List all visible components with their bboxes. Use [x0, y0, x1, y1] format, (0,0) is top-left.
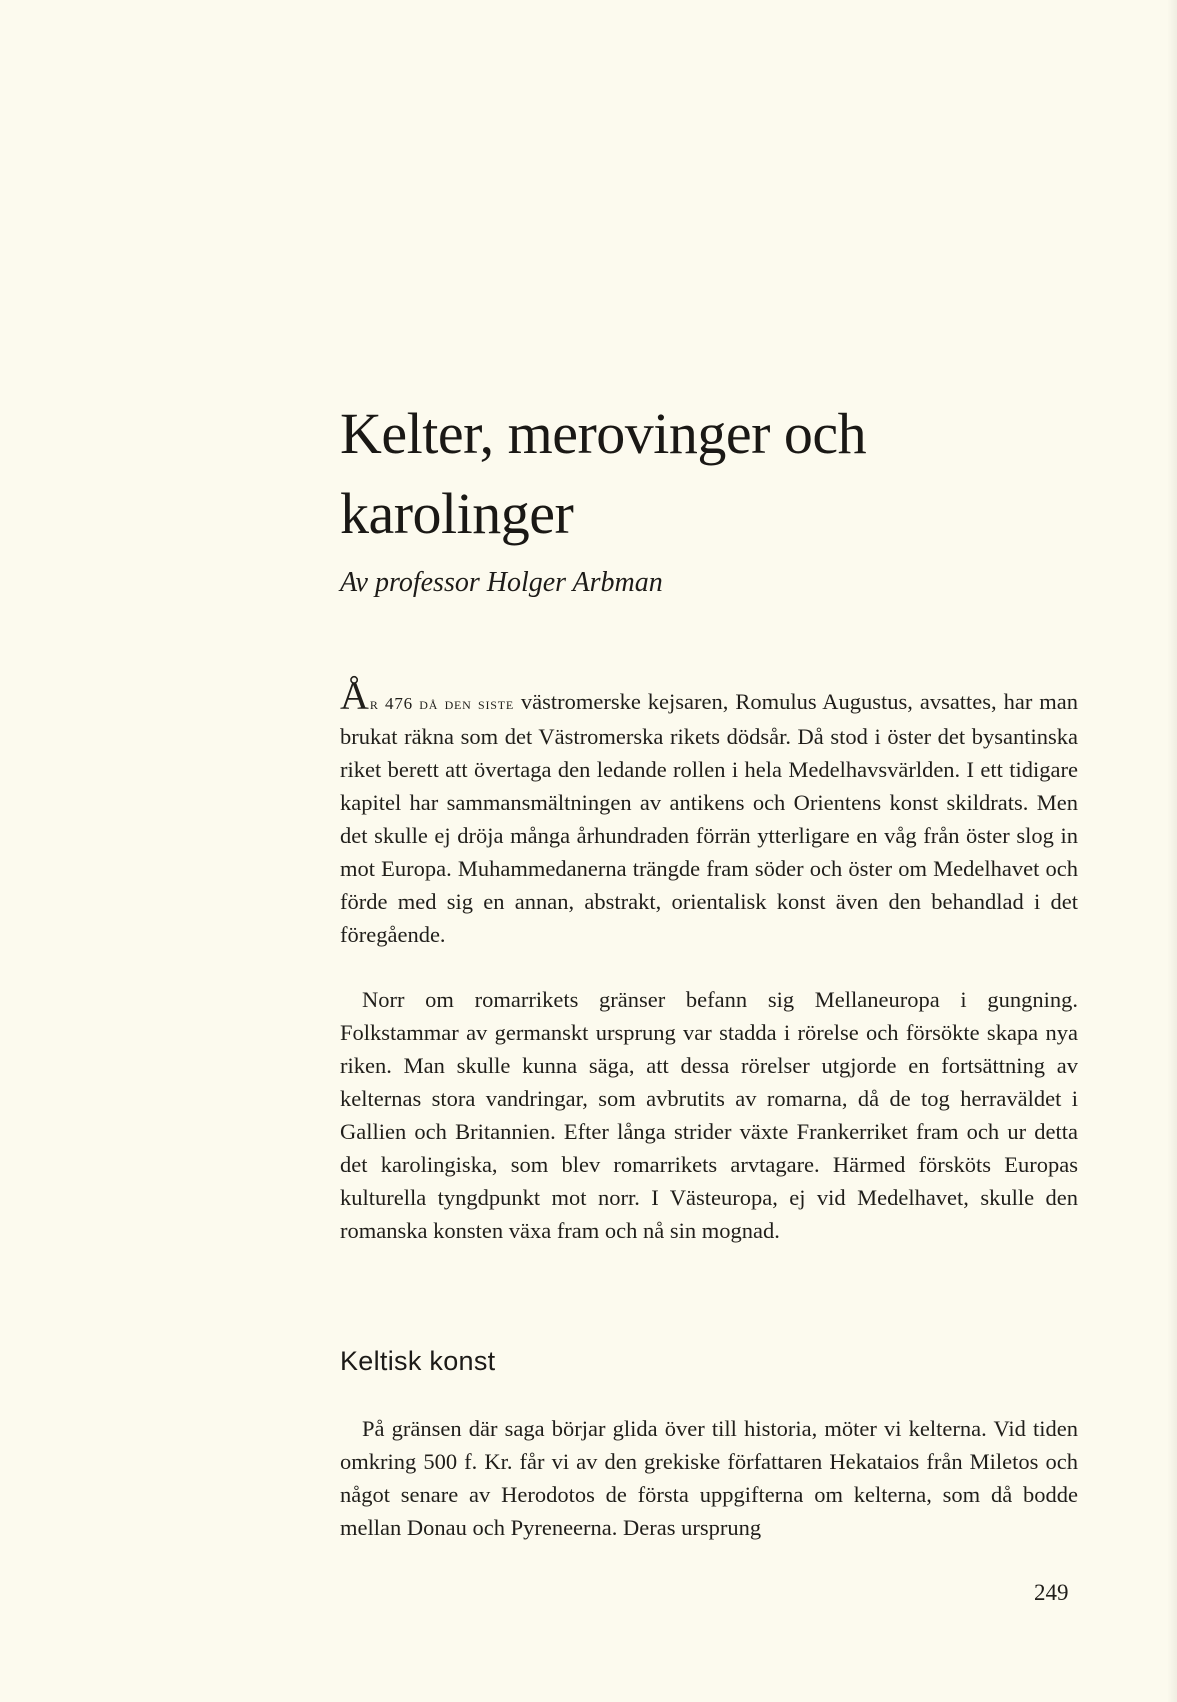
section-heading: Keltisk konst	[340, 1346, 496, 1376]
chapter-title-line-1: Kelter, merovinger och	[340, 401, 867, 466]
drop-cap: Å	[340, 673, 369, 718]
chapter-title	[340, 394, 1100, 554]
author-byline: Av professor Holger Arbman	[340, 567, 663, 598]
chapter-title-line-2: karolinger	[340, 481, 574, 546]
body-paragraph-2	[340, 983, 1078, 1247]
section-paragraph	[340, 1412, 1078, 1544]
intro-paragraph	[340, 673, 1078, 951]
opening-small-caps: r 476 då den siste	[369, 694, 514, 713]
page-number: 249	[1034, 1580, 1069, 1605]
section-paragraph-text: På gränsen där saga börjar glida över till historia, möter vi kelterna. Vid tiden omkring 500 f. Kr. får vi av den grekiske författaren Hekataios från Miletos och något senare av Herodotos de första uppgifterna om kelterna, som då bodde mellan Donau och Pyreneerna. Deras ursprung	[340, 1416, 1078, 1540]
paragraph-2-text: Norr om romarrikets gränser befann sig Mellaneuropa i gungning. Folkstammar av germanskt ursprung var stadda i rörelse och försökte skapa nya riken. Man skulle kunna säga, att dessa rörelser utgjorde en fortsättning av kelternas stora vandringar, som avbrutits av romarna, då de tog herraväldet i Gallien och Britannien. Efter långa strider växte Frankerriket fram och ur detta det karolingiska, som blev romarrikets arvtagare. Härmed försköts Europas kulturella tyngdpunkt mot norr. I Västeuropa, ej vid Medelhavet, skulle den romanska konsten växa fram och nå sin mognad.	[340, 987, 1078, 1243]
page-edge-shadow	[1167, 0, 1177, 1702]
intro-text: västromerske kejsaren, Romulus Augustus, avsattes, har man brukat räkna som det Västromerska rikets dödsår. Då stod i öster det bysantinska riket berett att övertaga den ledande rollen i hela Medelhavsvärlden. I ett tidigare kapitel har sammansmältningen av antikens och Orientens konst skildrats. Men det skulle ej dröja många århundraden förrän ytterligare en våg från öster slog in mot Europa. Muhammedanerna trängde fram söder och öster om Medelhavet och förde med sig en annan, abstrakt, orientalisk konst även den behandlad i det föregående.	[340, 689, 1078, 947]
